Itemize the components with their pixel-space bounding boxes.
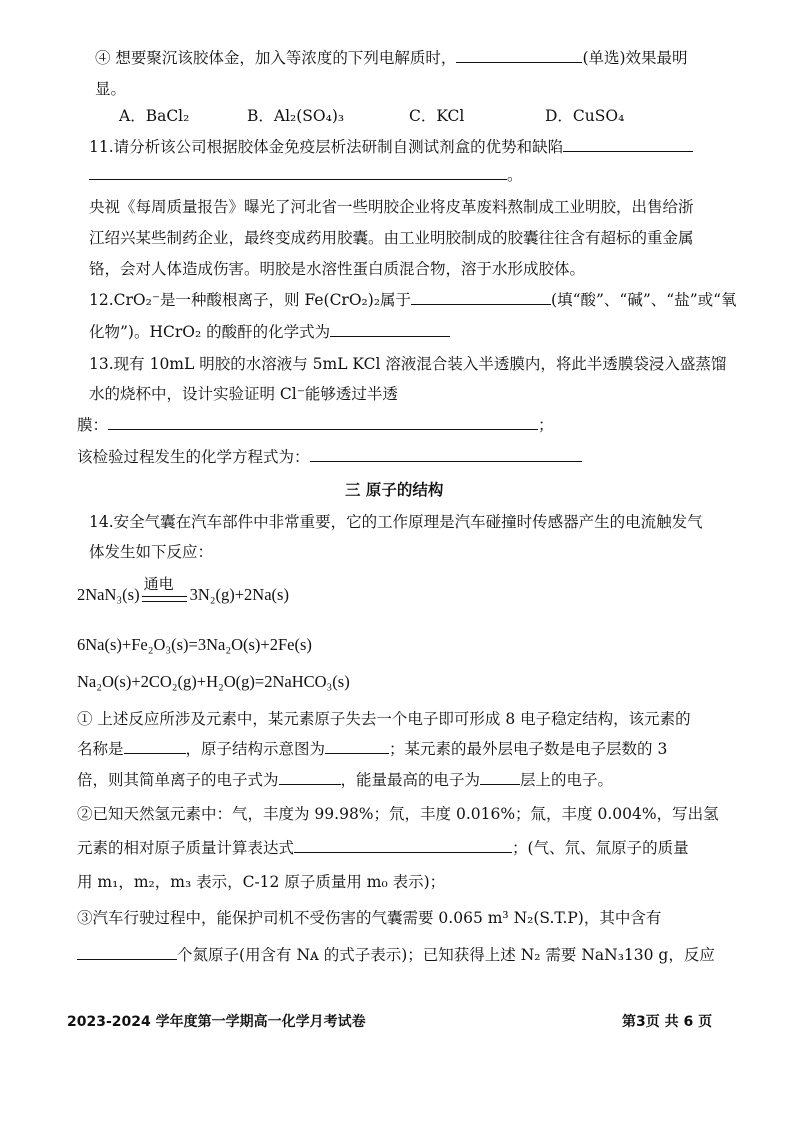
q14-intro-line2: 体发生如下反应： xyxy=(89,543,214,561)
footer-page: 第3页 共 6 页 xyxy=(622,1014,713,1030)
answer-blank[interactable] xyxy=(77,943,177,960)
q11-line1: 11.请分析该公司根据胶体金免疫层析法研制自测试剂盒的优势和缺陷 xyxy=(89,135,693,159)
answer-blank[interactable] xyxy=(563,135,693,152)
footer-title: 2023-2024 学年度第一学期高一化学月考试卷 xyxy=(67,1014,366,1030)
q14-2-line1: ②已知天然氢元素中：气，丰度为 99.98%；氘，丰度 0.016%；氚，丰度 0.004%，写出氢 xyxy=(77,805,719,823)
equation-2: 6Na(s)+Fe₂O₃(s)=3Na₂O(s)+2Fe(s) xyxy=(77,635,312,654)
q10-4-line2: 显。 xyxy=(95,80,127,98)
q14-3-line1: ③汽车行驶过程中，能保护司机不受伤害的气囊需要 0.065 m³ N₂(S.T.P)，其中含有 xyxy=(77,909,662,927)
option-a: A．BaCl₂ xyxy=(119,107,190,125)
q14-2-line2: 元素的相对原子质量计算表达式 ；(气、氘、氚原子的质量 xyxy=(77,836,689,860)
q14-3-line2: 个氮原子(用含有 Nᴀ 的式子表示)；已知获得上述 N₂ 需要 NaN₃130 g，反应 xyxy=(77,943,715,967)
q13-line1: 13.现有 10mL 明胶的水溶液与 5mL KCl 溶液混合装入半透膜内，将此半透膜袋浸入盛蒸馏 xyxy=(89,355,727,373)
answer-blank[interactable] xyxy=(325,737,389,754)
q12-line2: 化物”)。HCrO₂ 的酸酐的化学式为 xyxy=(89,320,450,344)
q14-intro-line1: 14.安全气囊在汽车部件中非常重要，它的工作原理是汽车碰撞时传感器产生的电流触发气 xyxy=(89,513,703,531)
q13-line4: 该检验过程发生的化学方程式为： xyxy=(77,445,582,469)
q11-line2: 。 xyxy=(89,163,523,187)
q12-line1: 12.CrO₂⁻是一种酸根离子，则 Fe(CrO₂)₂属于 (填“酸”、“碱”、“盐”或“氧 xyxy=(89,288,737,312)
answer-blank[interactable] xyxy=(310,445,582,462)
answer-blank[interactable] xyxy=(108,413,538,430)
equation-1: 2NaN₃(s) 通电 3N₂(g)+2Na(s) xyxy=(77,577,289,604)
answer-blank[interactable] xyxy=(124,737,186,754)
answer-blank[interactable] xyxy=(279,768,341,785)
answer-blank[interactable] xyxy=(480,768,520,785)
answer-blank[interactable] xyxy=(456,46,582,63)
equation-3: Na₂O(s)+2CO₂(g)+H₂O(g)=2NaHCO₃(s) xyxy=(77,672,350,691)
q14-1-line1: ① 上述反应所涉及元素中，某元素原子失去一个电子即可形成 8 电子稳定结构，该元素的 xyxy=(77,710,691,728)
passage-line: 央视《每周质量报告》曝光了河北省一些明胶企业将皮革废料熬制成工业明胶，出售给浙 xyxy=(89,198,694,216)
option-c: C．KCl xyxy=(409,107,465,125)
q10-4-line1: ④ 想要聚沉该胶体金，加入等浓度的下列电解质时， (单选)效果最明 xyxy=(95,46,688,70)
q13-line3: 膜： ； xyxy=(77,413,554,437)
answer-blank[interactable] xyxy=(330,320,450,337)
option-b: B．Al₂(SO₄)₃ xyxy=(247,107,345,125)
answer-blank[interactable] xyxy=(411,288,551,305)
q14-1-line3: 倍，则其简单离子的电子式为 ，能量最高的电子为 层上的电子。 xyxy=(77,768,613,792)
answer-blank[interactable] xyxy=(89,163,507,180)
q14-2-line3: 用 m₁，m₂，m₃ 表示，C-12 原子质量用 m₀ 表示)； xyxy=(77,873,446,891)
section-title: 三 原子的结构 xyxy=(345,480,444,499)
option-d: D．CuSO₄ xyxy=(545,107,625,125)
q13-line2: 水的烧杯中，设计实验证明 Cl⁻能够透过半透 xyxy=(89,385,398,403)
passage-line: 铬，会对人体造成伤害。明胶是水溶性蛋白质混合物，溶于水形成胶体。 xyxy=(89,260,586,278)
answer-blank[interactable] xyxy=(294,836,512,853)
passage-line: 江绍兴某些制药企业，最终变成药用胶囊。由工业明胶制成的胶囊往往含有超标的重金属 xyxy=(89,229,694,247)
q14-1-line2: 名称是 ，原子结构示意图为 ；某元素的最外层电子数是电子层数的 3 xyxy=(77,737,667,761)
